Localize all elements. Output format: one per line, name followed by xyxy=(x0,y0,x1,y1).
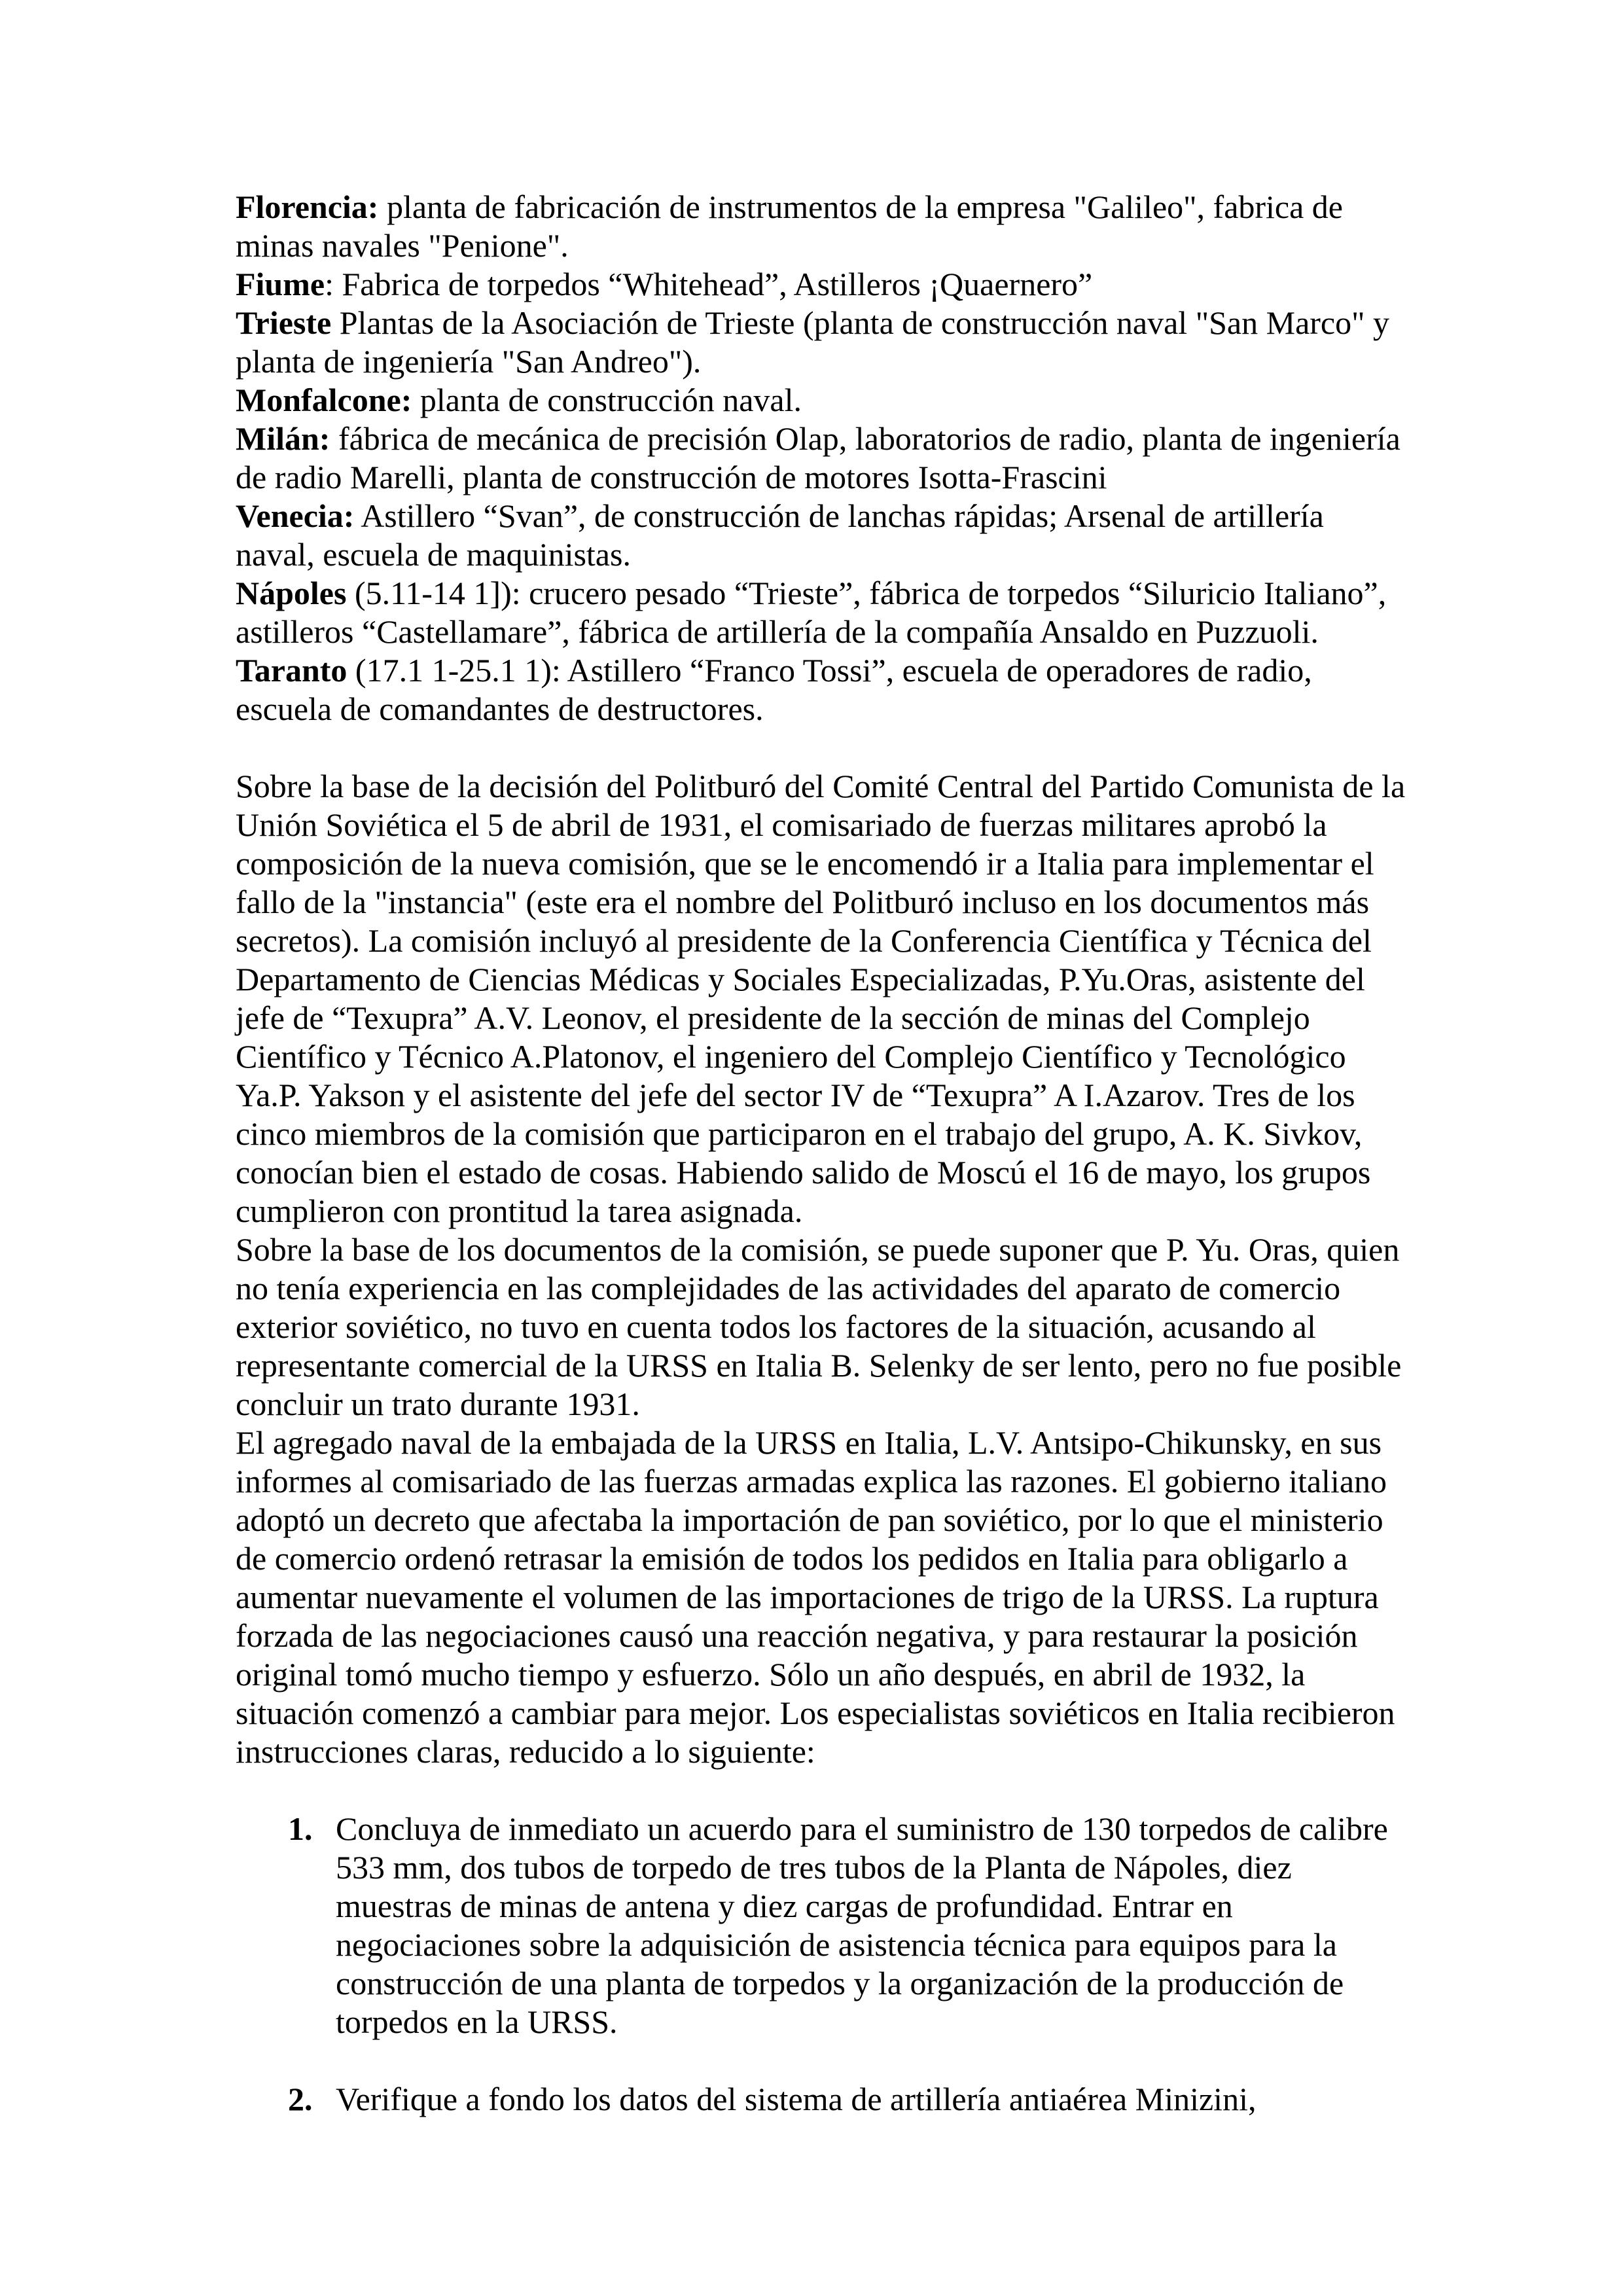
facility-entry xyxy=(236,497,1407,574)
facility-entry xyxy=(236,188,1407,265)
facility-name: Milán: xyxy=(236,420,330,457)
facility-name: Fiume xyxy=(236,266,325,302)
facility-entry xyxy=(236,265,1407,304)
list-item-text: Concluya de inmediato un acuerdo para el suministro de 130 torpedos de calibre 533 mm, dos tubos de torpedo de tres tubos de la Planta de Nápoles, diez muestras de minas de antena y diez cargas de profundidad. Entrar en negociaciones sobre la adquisición de asistencia técnica para equipos para la construcción de una planta de torpedos y la organización de la producción de torpedos en la URSS. xyxy=(336,1810,1388,2040)
body-section xyxy=(236,767,1407,1771)
list-item-text: Verifique a fondo los datos del sistema de artillería antiaérea Minizini, xyxy=(336,2081,1257,2117)
facility-name: Trieste xyxy=(236,304,332,341)
facility-entry xyxy=(236,381,1407,420)
list-item-number: 1. xyxy=(288,1810,313,1847)
facilities-section xyxy=(236,188,1407,728)
facility-entry xyxy=(236,574,1407,651)
facility-text: (17.1 1-25.1 1): Astillero “Franco Tossi”, escuela de operadores de radio, escuela de comandantes de destructores. xyxy=(236,652,1312,727)
facility-entry xyxy=(236,651,1407,728)
facility-text: : Fabrica de torpedos “Whitehead”, Astilleros ¡Quaernero” xyxy=(325,266,1093,302)
facility-name: Venecia: xyxy=(236,497,355,534)
facility-entry xyxy=(236,304,1407,381)
numbered-list xyxy=(236,1810,1407,2119)
paragraph: Sobre la base de los documentos de la comisión, se puede suponer que P. Yu. Oras, quien no tenía experiencia en las complejidades de las actividades del aparato de comercio exterior soviético, no tuvo en cuenta todos los factores de la situación, acusando al representante comercial de la URSS en Italia B. Selenky de ser lento, pero no fue posible concluir un trato durante 1931. xyxy=(236,1231,1402,1422)
list-item xyxy=(236,2080,1407,2119)
facility-text: Astillero “Svan”, de construcción de lanchas rápidas; Arsenal de artillería naval, escuela de maquinistas. xyxy=(236,497,1324,573)
facility-name: Taranto xyxy=(236,652,348,689)
list-item xyxy=(236,1810,1407,2041)
facility-text: planta de fabricación de instrumentos de la empresa "Galileo", fabrica de minas navales "Penione". xyxy=(236,188,1344,264)
facility-entry xyxy=(236,420,1407,497)
facility-name: Florencia: xyxy=(236,188,379,225)
paragraph: Sobre la base de la decisión del Politburó del Comité Central del Partido Comunista de la Unión Soviética el 5 de abril de 1931, el comisariado de fuerzas militares aprobó la composición de la nueva comisión, que se le encomendó ir a Italia para implementar el fallo de la "instancia" (este era el nombre del Politburó incluso en los documentos más secretos). La comisión incluyó al presidente de la Conferencia Científica y Técnica del Departamento de Ciencias Médicas y Sociales Especializadas, P.Yu.Oras, asistente del jefe de “Texupra” A.V. Leonov, el presidente de la sección de minas del Complejo Científico y Técnico A.Platonov, el ingeniero del Complejo Científico y Tecnológico Ya.P. Yakson y el asistente del jefe del sector IV de “Texupra” A I.Azarov. Tres de los cinco miembros de la comisión que participaron en el trabajo del grupo, A. K. Sivkov, conocían bien el estado de cosas. Habiendo salido de Moscú el 16 de mayo, los grupos cumplieron con prontitud la tarea asignada. xyxy=(236,768,1406,1229)
facility-text: fábrica de mecánica de precisión Olap, laboratorios de radio, planta de ingeniería de radio Marelli, planta de construcción de motores Isotta-Frascini xyxy=(236,420,1400,495)
facility-name: Monfalcone: xyxy=(236,382,412,418)
list-item-number: 2. xyxy=(288,2081,313,2117)
paragraph: El agregado naval de la embajada de la URSS en Italia, L.V. Antsipo-Chikunsky, en sus informes al comisariado de las fuerzas armadas explica las razones. El gobierno italiano adoptó un decreto que afectaba la importación de pan soviético, por lo que el ministerio de comercio ordenó retrasar la emisión de todos los pedidos en Italia para obligarlo a aumentar nuevamente el volumen de las importaciones de trigo de la URSS. La ruptura forzada de las negociaciones causó una reacción negativa, y para restaurar la posición original tomó mucho tiempo y esfuerzo. Sólo un año después, en abril de 1932, la situación comenzó a cambiar para mejor. Los especialistas soviéticos en Italia recibieron instrucciones claras, reducido a lo siguiente: xyxy=(236,1424,1395,1770)
facility-text: (5.11-14 1]): crucero pesado “Trieste”, fábrica de torpedos “Siluricio Italiano”, astilleros “Castellamare”, fábrica de artillería de la compañía Ansaldo en Puzzuoli. xyxy=(236,575,1387,650)
facility-text: Plantas de la Asociación de Trieste (planta de construcción naval "San Marco" y planta de ingeniería "San Andreo"). xyxy=(236,304,1390,380)
facility-name: Nápoles xyxy=(236,575,347,611)
facility-text: planta de construcción naval. xyxy=(412,382,802,418)
